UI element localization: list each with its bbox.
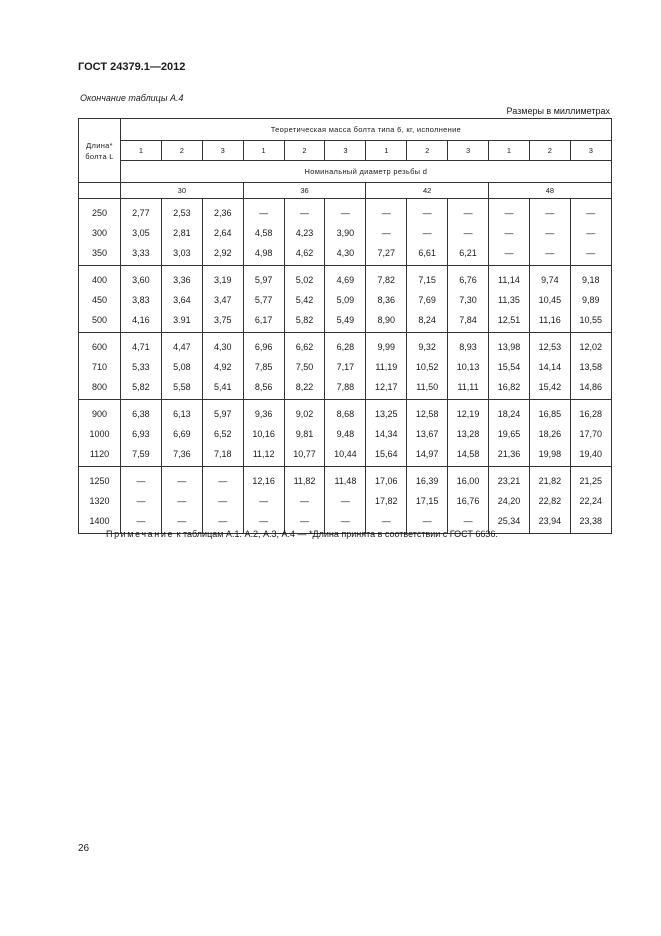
mass-cell: 9,74 bbox=[529, 266, 570, 291]
mass-cell: 5,09 bbox=[325, 290, 366, 310]
mass-cell: 23,21 bbox=[489, 467, 530, 492]
mass-cell: 4,30 bbox=[202, 333, 243, 358]
mass-cell: 6,21 bbox=[448, 243, 489, 266]
mass-cell: 4,23 bbox=[284, 223, 325, 243]
mass-cell: 3,47 bbox=[202, 290, 243, 310]
mass-cell: 9,02 bbox=[284, 400, 325, 425]
mass-cell: 5,49 bbox=[325, 310, 366, 333]
mass-cell: 7,18 bbox=[202, 444, 243, 467]
mass-cell: 2,77 bbox=[121, 199, 162, 224]
variant-header-cell: 2 bbox=[529, 141, 570, 161]
table-body bbox=[79, 199, 612, 534]
note-text: к таблицам А.1. А.2, А.3, А.4 — *Длина принята в соответствии с ГОСТ 6636. bbox=[174, 529, 498, 539]
mass-cell: 8,22 bbox=[284, 377, 325, 400]
length-cell: 450 bbox=[79, 290, 121, 310]
mass-cell: 12,51 bbox=[489, 310, 530, 333]
mass-cell: 23,94 bbox=[529, 511, 570, 534]
table-row bbox=[79, 444, 612, 467]
units-label: Размеры в миллиметрах bbox=[506, 106, 610, 116]
mass-cell: 12,19 bbox=[448, 400, 489, 425]
mass-cell: 4,58 bbox=[243, 223, 284, 243]
mass-cell: 25,34 bbox=[489, 511, 530, 534]
mass-cell: 24,20 bbox=[489, 491, 530, 511]
mass-header: Теоретическая масса болта типа 6, кг, исполнение bbox=[121, 119, 612, 141]
mass-cell: 15,42 bbox=[529, 377, 570, 400]
mass-cell: 19,98 bbox=[529, 444, 570, 467]
table-row bbox=[79, 377, 612, 400]
mass-cell: — bbox=[489, 223, 530, 243]
mass-cell: 4,16 bbox=[121, 310, 162, 333]
mass-cell: — bbox=[202, 491, 243, 511]
length-cell: 800 bbox=[79, 377, 121, 400]
variant-header-cell: 1 bbox=[366, 141, 407, 161]
variant-header-cell: 2 bbox=[161, 141, 202, 161]
mass-cell: — bbox=[325, 511, 366, 534]
diameter-value-cell: 36 bbox=[243, 183, 366, 199]
length-cell: 1400 bbox=[79, 511, 121, 534]
mass-cell: 7,88 bbox=[325, 377, 366, 400]
table-row bbox=[79, 357, 612, 377]
mass-cell: — bbox=[448, 223, 489, 243]
mass-cell: 9,48 bbox=[325, 424, 366, 444]
mass-cell: 2,64 bbox=[202, 223, 243, 243]
mass-cell: 3,60 bbox=[121, 266, 162, 291]
length-cell: 1250 bbox=[79, 467, 121, 492]
mass-cell: 5,42 bbox=[284, 290, 325, 310]
mass-cell: — bbox=[121, 491, 162, 511]
mass-cell: 21,82 bbox=[529, 467, 570, 492]
mass-cell: 18,24 bbox=[489, 400, 530, 425]
mass-cell: 7,30 bbox=[448, 290, 489, 310]
mass-cell: 8,36 bbox=[366, 290, 407, 310]
mass-cell: 6,13 bbox=[161, 400, 202, 425]
mass-cell: 7,27 bbox=[366, 243, 407, 266]
table-note bbox=[106, 529, 498, 539]
mass-cell: 14,86 bbox=[570, 377, 611, 400]
mass-cell: 22,24 bbox=[570, 491, 611, 511]
mass-cell: 4,71 bbox=[121, 333, 162, 358]
variant-header-cell: 1 bbox=[489, 141, 530, 161]
mass-cell: 5,82 bbox=[121, 377, 162, 400]
mass-cell: 10,77 bbox=[284, 444, 325, 467]
mass-cell: 10,44 bbox=[325, 444, 366, 467]
mass-cell: 5,41 bbox=[202, 377, 243, 400]
mass-cell: 16,39 bbox=[407, 467, 448, 492]
mass-cell: 4,98 bbox=[243, 243, 284, 266]
mass-cell: — bbox=[366, 511, 407, 534]
mass-cell: 2,36 bbox=[202, 199, 243, 224]
mass-cell: 14,97 bbox=[407, 444, 448, 467]
mass-cell: — bbox=[202, 511, 243, 534]
mass-cell: — bbox=[243, 199, 284, 224]
mass-cell: 21,36 bbox=[489, 444, 530, 467]
mass-cell: 3,05 bbox=[121, 223, 162, 243]
mass-cell: — bbox=[570, 243, 611, 266]
mass-cell: 11,35 bbox=[489, 290, 530, 310]
empty-header-cell bbox=[79, 183, 121, 199]
mass-cell: 8,90 bbox=[366, 310, 407, 333]
mass-cell: 14,34 bbox=[366, 424, 407, 444]
mass-cell: — bbox=[325, 199, 366, 224]
mass-cell: 4,69 bbox=[325, 266, 366, 291]
length-cell: 400 bbox=[79, 266, 121, 291]
mass-cell: — bbox=[202, 467, 243, 492]
mass-cell: — bbox=[284, 511, 325, 534]
table-row bbox=[79, 243, 612, 266]
mass-cell: 10,13 bbox=[448, 357, 489, 377]
mass-cell: 7,69 bbox=[407, 290, 448, 310]
mass-cell: 11,14 bbox=[489, 266, 530, 291]
mass-cell: 3,75 bbox=[202, 310, 243, 333]
mass-cell: — bbox=[407, 511, 448, 534]
mass-cell: 12,16 bbox=[243, 467, 284, 492]
mass-cell: 23,38 bbox=[570, 511, 611, 534]
table-row bbox=[79, 424, 612, 444]
mass-cell: 5,33 bbox=[121, 357, 162, 377]
mass-cell: 3,03 bbox=[161, 243, 202, 266]
length-cell: 1120 bbox=[79, 444, 121, 467]
length-cell: 500 bbox=[79, 310, 121, 333]
length-cell: 350 bbox=[79, 243, 121, 266]
mass-cell: 9,99 bbox=[366, 333, 407, 358]
mass-cell: 4,47 bbox=[161, 333, 202, 358]
mass-cell: — bbox=[243, 511, 284, 534]
mass-cell: 22,82 bbox=[529, 491, 570, 511]
length-header-line-1: Длина* bbox=[86, 140, 113, 150]
mass-cell: 7,59 bbox=[121, 444, 162, 467]
length-cell: 1320 bbox=[79, 491, 121, 511]
mass-cell: 14,58 bbox=[448, 444, 489, 467]
mass-cell: 11,11 bbox=[448, 377, 489, 400]
variant-header-cell: 2 bbox=[284, 141, 325, 161]
mass-cell: 6,17 bbox=[243, 310, 284, 333]
page-number: 26 bbox=[78, 843, 90, 854]
mass-cell: 11,16 bbox=[529, 310, 570, 333]
mass-cell: 3,33 bbox=[121, 243, 162, 266]
variant-header-row bbox=[79, 141, 612, 161]
mass-cell: 6,76 bbox=[448, 266, 489, 291]
mass-cell: 3,90 bbox=[325, 223, 366, 243]
table-row bbox=[79, 290, 612, 310]
mass-cell: 3,19 bbox=[202, 266, 243, 291]
mass-cell: 13,58 bbox=[570, 357, 611, 377]
mass-cell: 10,16 bbox=[243, 424, 284, 444]
length-cell: 1000 bbox=[79, 424, 121, 444]
mass-cell: 7,85 bbox=[243, 357, 284, 377]
mass-cell: 8,56 bbox=[243, 377, 284, 400]
note-label: Примечание bbox=[106, 529, 175, 539]
mass-cell: 11,19 bbox=[366, 357, 407, 377]
mass-cell: — bbox=[121, 511, 162, 534]
mass-cell: 5,58 bbox=[161, 377, 202, 400]
mass-cell: 5,02 bbox=[284, 266, 325, 291]
mass-cell: 7,50 bbox=[284, 357, 325, 377]
table-row bbox=[79, 199, 612, 224]
mass-cell: 18,26 bbox=[529, 424, 570, 444]
mass-cell: 11,12 bbox=[243, 444, 284, 467]
variant-header-cell: 1 bbox=[243, 141, 284, 161]
mass-cell: 6,61 bbox=[407, 243, 448, 266]
mass-cell: 11,50 bbox=[407, 377, 448, 400]
mass-cell: — bbox=[284, 199, 325, 224]
variant-header-cell: 3 bbox=[202, 141, 243, 161]
mass-cell: 6,38 bbox=[121, 400, 162, 425]
mass-cell: 14,14 bbox=[529, 357, 570, 377]
mass-cell: 3,83 bbox=[121, 290, 162, 310]
mass-cell: — bbox=[570, 199, 611, 224]
mass-cell: 17,70 bbox=[570, 424, 611, 444]
mass-cell: — bbox=[529, 243, 570, 266]
mass-cell: — bbox=[407, 223, 448, 243]
mass-cell: 4,30 bbox=[325, 243, 366, 266]
mass-cell: 15,64 bbox=[366, 444, 407, 467]
mass-cell: 13,98 bbox=[489, 333, 530, 358]
mass-cell: — bbox=[570, 223, 611, 243]
diameter-value-cell: 48 bbox=[489, 183, 612, 199]
mass-cell: 6,28 bbox=[325, 333, 366, 358]
mass-cell: 7,36 bbox=[161, 444, 202, 467]
mass-cell: 10,45 bbox=[529, 290, 570, 310]
table-row bbox=[79, 467, 612, 492]
mass-cell: 19,40 bbox=[570, 444, 611, 467]
mass-cell: — bbox=[529, 223, 570, 243]
mass-cell: 7,84 bbox=[448, 310, 489, 333]
mass-cell: — bbox=[448, 511, 489, 534]
mass-cell: 9,89 bbox=[570, 290, 611, 310]
diameter-value-cell: 30 bbox=[121, 183, 244, 199]
table-row bbox=[79, 310, 612, 333]
mass-cell: 6,62 bbox=[284, 333, 325, 358]
length-cell: 600 bbox=[79, 333, 121, 358]
mass-cell: 8,24 bbox=[407, 310, 448, 333]
mass-cell: 12,53 bbox=[529, 333, 570, 358]
mass-cell: 6,52 bbox=[202, 424, 243, 444]
mass-cell: 9,32 bbox=[407, 333, 448, 358]
mass-cell: 11,82 bbox=[284, 467, 325, 492]
mass-cell: 5,97 bbox=[243, 266, 284, 291]
mass-cell: 16,00 bbox=[448, 467, 489, 492]
mass-cell: 12,17 bbox=[366, 377, 407, 400]
mass-cell: 13,67 bbox=[407, 424, 448, 444]
variant-header-cell: 3 bbox=[448, 141, 489, 161]
table-row bbox=[79, 333, 612, 358]
mass-cell: 12,58 bbox=[407, 400, 448, 425]
mass-cell: 6,93 bbox=[121, 424, 162, 444]
table-row bbox=[79, 223, 612, 243]
mass-cell: — bbox=[284, 491, 325, 511]
variant-header-cell: 3 bbox=[325, 141, 366, 161]
mass-cell: 16,76 bbox=[448, 491, 489, 511]
mass-cell: 17,15 bbox=[407, 491, 448, 511]
mass-cell: 2,81 bbox=[161, 223, 202, 243]
mass-cell: 5,97 bbox=[202, 400, 243, 425]
mass-cell: 9,81 bbox=[284, 424, 325, 444]
variant-header-cell: 2 bbox=[407, 141, 448, 161]
mass-cell: 7,15 bbox=[407, 266, 448, 291]
mass-cell: 6,69 bbox=[161, 424, 202, 444]
length-cell: 300 bbox=[79, 223, 121, 243]
mass-cell: 6,96 bbox=[243, 333, 284, 358]
mass-cell: 10,55 bbox=[570, 310, 611, 333]
mass-cell: 3,36 bbox=[161, 266, 202, 291]
table-caption: Окончание таблицы А.4 bbox=[80, 93, 184, 103]
table-row bbox=[79, 400, 612, 425]
mass-cell: — bbox=[325, 491, 366, 511]
mass-cell: 5,77 bbox=[243, 290, 284, 310]
mass-cell: — bbox=[161, 467, 202, 492]
mass-cell: 9,36 bbox=[243, 400, 284, 425]
mass-cell: — bbox=[407, 199, 448, 224]
mass-cell: — bbox=[489, 199, 530, 224]
mass-cell: — bbox=[121, 467, 162, 492]
mass-cell: 4,92 bbox=[202, 357, 243, 377]
mass-cell: 5,82 bbox=[284, 310, 325, 333]
mass-cell: 4,62 bbox=[284, 243, 325, 266]
mass-cell: 13,25 bbox=[366, 400, 407, 425]
mass-cell: 10,52 bbox=[407, 357, 448, 377]
length-header bbox=[79, 119, 121, 183]
mass-cell: 21,25 bbox=[570, 467, 611, 492]
mass-cell: 3,64 bbox=[161, 290, 202, 310]
variant-header-cell: 3 bbox=[570, 141, 611, 161]
mass-cell: 11,48 bbox=[325, 467, 366, 492]
variant-header-cell: 1 bbox=[121, 141, 162, 161]
mass-cell: 7,82 bbox=[366, 266, 407, 291]
mass-cell: 17,06 bbox=[366, 467, 407, 492]
mass-cell: — bbox=[366, 199, 407, 224]
mass-cell: 8,68 bbox=[325, 400, 366, 425]
mass-cell: 15,54 bbox=[489, 357, 530, 377]
mass-cell: 8,93 bbox=[448, 333, 489, 358]
mass-cell: 17,82 bbox=[366, 491, 407, 511]
mass-cell: 16,82 bbox=[489, 377, 530, 400]
mass-cell: — bbox=[448, 199, 489, 224]
diameter-values-row bbox=[79, 183, 612, 199]
mass-cell: 5,08 bbox=[161, 357, 202, 377]
mass-cell: 2,53 bbox=[161, 199, 202, 224]
mass-cell: — bbox=[489, 243, 530, 266]
mass-cell: 13,28 bbox=[448, 424, 489, 444]
mass-cell: — bbox=[529, 199, 570, 224]
mass-cell: — bbox=[161, 491, 202, 511]
mass-cell: 16,28 bbox=[570, 400, 611, 425]
mass-cell: 9,18 bbox=[570, 266, 611, 291]
mass-cell: 12,02 bbox=[570, 333, 611, 358]
diameter-header: Номинальный диаметр резьбы d bbox=[121, 161, 612, 183]
length-cell: 710 bbox=[79, 357, 121, 377]
mass-cell: — bbox=[161, 511, 202, 534]
length-cell: 250 bbox=[79, 199, 121, 224]
mass-cell: — bbox=[243, 491, 284, 511]
mass-cell: 7,17 bbox=[325, 357, 366, 377]
mass-cell: 2,92 bbox=[202, 243, 243, 266]
mass-cell: 19,65 bbox=[489, 424, 530, 444]
diameter-value-cell: 42 bbox=[366, 183, 489, 199]
table-row bbox=[79, 491, 612, 511]
table-row bbox=[79, 266, 612, 291]
document-code: ГОСТ 24379.1—2012 bbox=[78, 61, 186, 73]
mass-cell: 3.91 bbox=[161, 310, 202, 333]
bolt-mass-table bbox=[78, 118, 612, 534]
mass-cell: 16,85 bbox=[529, 400, 570, 425]
length-header-line-2: болта L bbox=[85, 151, 114, 161]
length-cell: 900 bbox=[79, 400, 121, 425]
mass-cell: — bbox=[366, 223, 407, 243]
